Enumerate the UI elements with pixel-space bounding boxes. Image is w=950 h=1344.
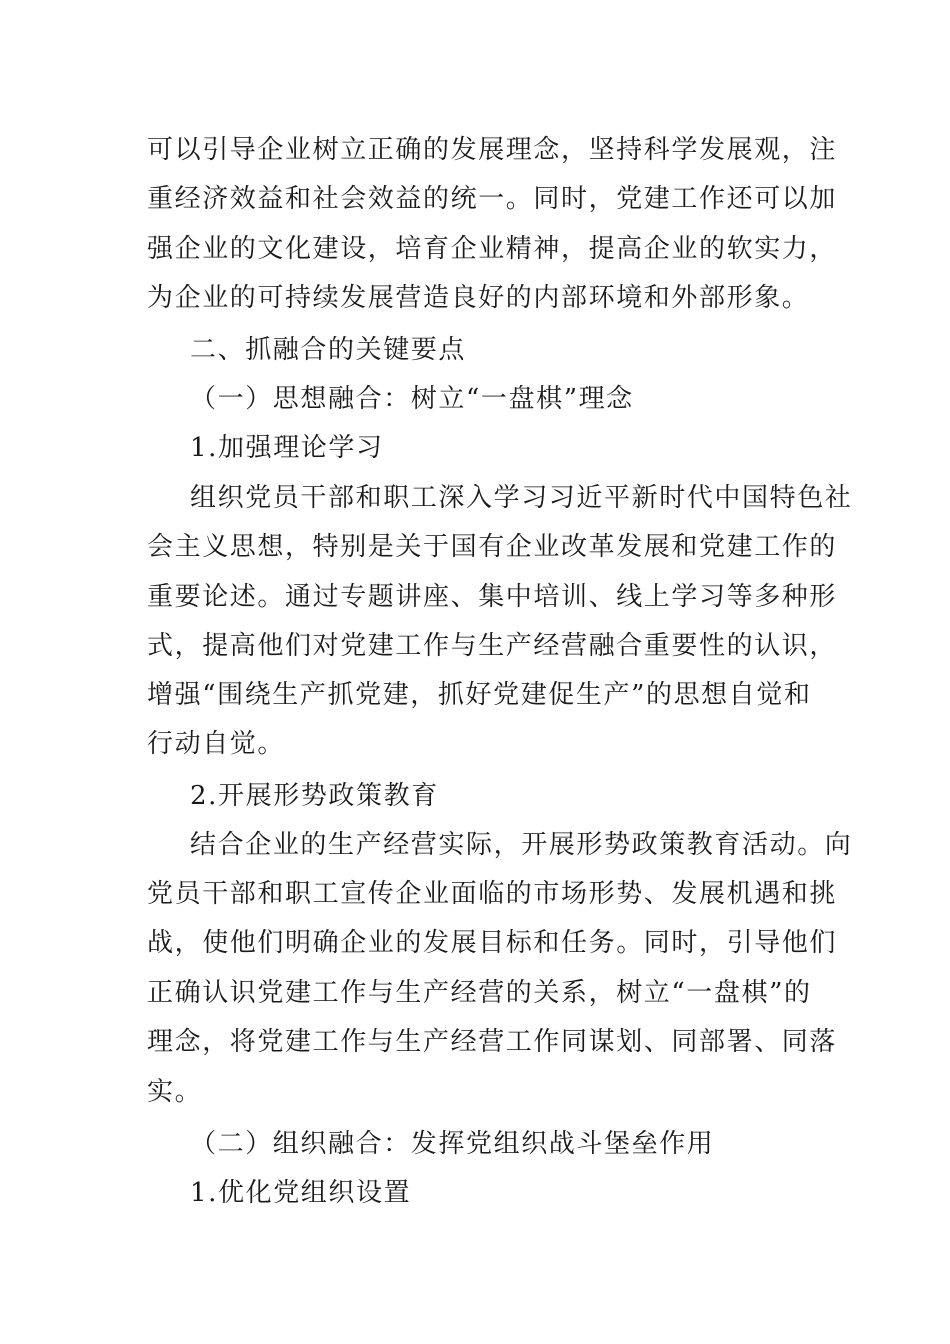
- paragraph-line: 增强“围绕生产抓党建，抓好党建促生产”的思想自觉和: [147, 680, 812, 710]
- paragraph-line: 实。: [147, 1077, 203, 1107]
- paragraph-line: 党员干部和职工宣传企业面临的市场形势、发展机遇和挑: [147, 879, 838, 909]
- paragraph-line: 正确认识党建工作与生产经营的关系，树立“一盘棋”的: [147, 978, 812, 1008]
- paragraph-line: 组织党员干部和职工深入学习习近平新时代中国特色社: [190, 483, 853, 513]
- paragraph-line: 强企业的文化建设，培育企业精神，提高企业的软实力，: [147, 234, 838, 264]
- paragraph-line: 为企业的可持续发展营造良好的内部环境和外部形象。: [147, 283, 810, 313]
- paragraph-line: 行动自觉。: [147, 729, 286, 759]
- paragraph-line: 式，提高他们对党建工作与生产经营融合重要性的认识，: [147, 631, 838, 661]
- paragraph-line: 重要论述。通过专题讲座、集中培训、线上学习等多种形: [147, 582, 838, 612]
- paragraph-line: 战，使他们明确企业的发展目标和任务。同时，引导他们: [147, 928, 838, 958]
- paragraph-line: 可以引导企业树立正确的发展理念，坚持科学发展观，注: [147, 135, 838, 165]
- paragraph-line: 重经济效益和社会效益的统一。同时，党建工作还可以加: [147, 184, 838, 214]
- paragraph-line: 会主义思想，特别是关于国有企业改革发展和党建工作的: [147, 532, 838, 562]
- item-heading: 2.开展形势政策教育: [190, 781, 439, 811]
- item-heading: 1.优化党组织设置: [190, 1178, 412, 1208]
- section-heading: 二、抓融合的关键要点: [190, 335, 467, 365]
- paragraph-line: 理念，将党建工作与生产经营工作同谋划、同部署、同落: [147, 1027, 838, 1057]
- subsection-heading: （二）组织融合：发挥党组织战斗堡垒作用: [190, 1129, 715, 1159]
- subsection-heading: （一）思想融合：树立“一盘棋”理念: [190, 384, 634, 414]
- item-heading: 1.加强理论学习: [190, 433, 384, 463]
- paragraph-line: 结合企业的生产经营实际，开展形势政策教育活动。向: [190, 830, 853, 860]
